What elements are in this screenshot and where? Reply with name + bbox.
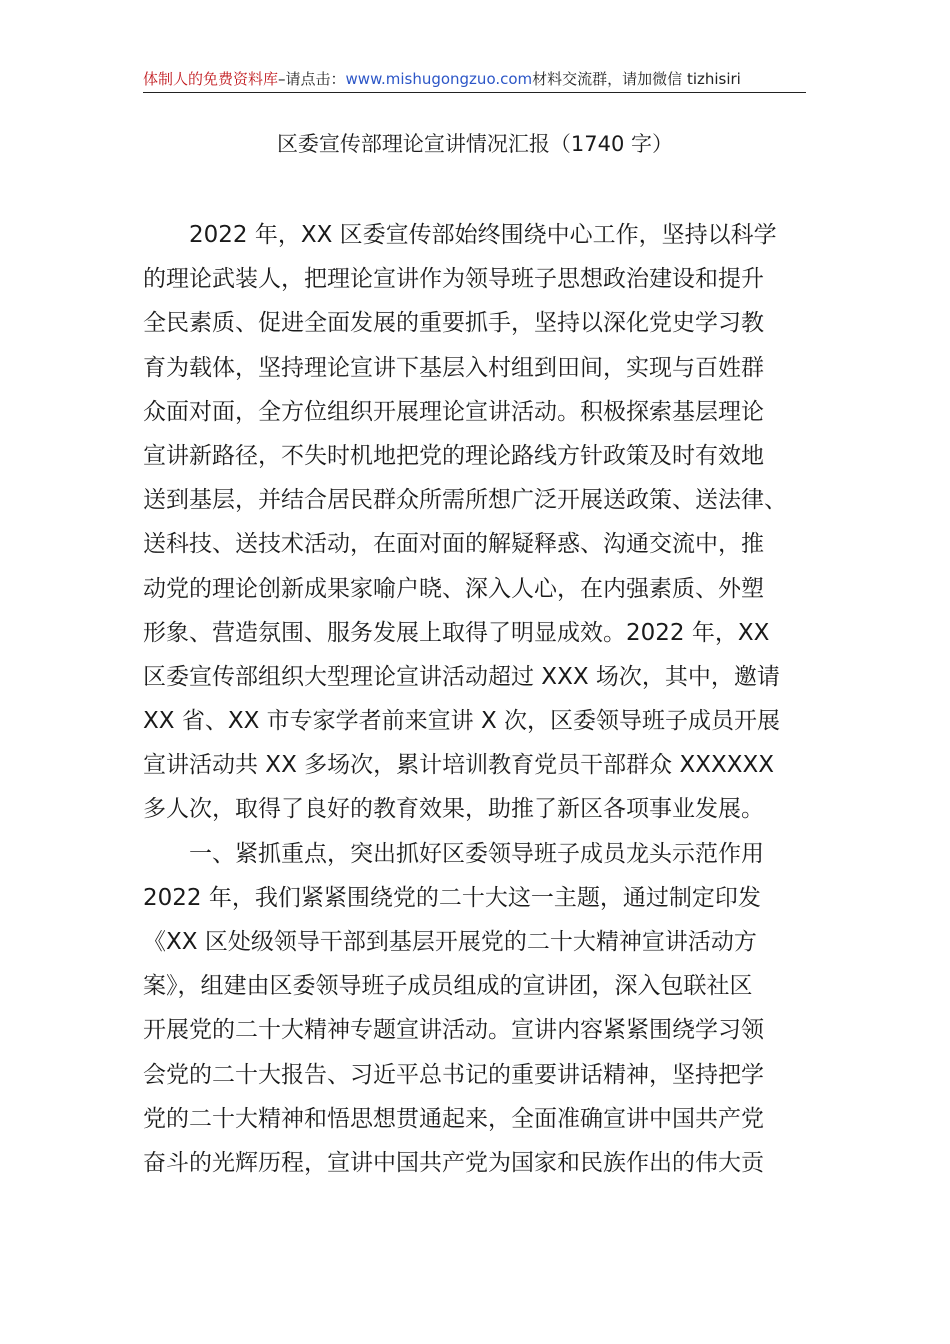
body-line: 开展党的二十大精神专题宣讲活动。宣讲内容紧紧围绕学习领 [143,1017,764,1044]
page-header [143,66,806,93]
body-line: 的理论武装人，把理论宣讲作为领导班子思想政治建设和提升 [143,266,764,293]
body-line: 区委宣传部组织大型理论宣讲活动超过 XXX 场次，其中，邀请 [143,663,780,690]
body-line: 多人次，取得了良好的教育效果，助推了新区各项事业发展。 [143,796,764,823]
body-line: 《XX 区处级领导干部到基层开展党的二十大精神宣讲活动方 [143,929,757,955]
body-line: XX 省、XX 市专家学者前来宣讲 X 次，区委领导班子成员开展 [143,708,781,735]
body-line: 动党的理论创新成果家喻户晓、深入人心，在内强素质、外塑 [143,575,764,602]
body-line: 送科技、送技术活动，在面对面的解疑释惑、沟通交流中，推 [143,531,764,558]
body-line: 党的二十大精神和悟思想贯通起来，全面准确宣讲中国共产党 [143,1105,764,1132]
header-tail-text: 材料交流群，请加微信 tizhisiri [532,70,741,88]
header-separator: –请点击： [278,70,346,88]
body-line: 宣讲活动共 XX 多场次，累计培训教育党员干部群众 XXXXXX [143,752,774,779]
body-line: 案》，组建由区委领导班子成员组成的宣讲团，深入包联社区 [143,973,753,1000]
body-line: 育为载体，坚持理论宣讲下基层入村组到田间，实现与百姓群 [143,354,764,381]
document-title: 区委宣传部理论宣讲情况汇报（1740 字） [276,132,674,156]
body-line: 2022 年，我们紧紧围绕党的二十大这一主题，通过制定印发 [143,884,761,911]
body-line: 形象、营造氛围、服务发展上取得了明显成效。2022 年，XX [143,619,770,646]
section-heading: 一、紧抓重点，突出抓好区委领导班子成员龙头示范作用 [189,840,764,867]
body-line: 众面对面，全方位组织开展理论宣讲活动。积极探索基层理论 [143,398,764,425]
body-line: 2022 年，XX 区委宣传部始终围绕中心工作，坚持以科学 [189,222,777,248]
body-line: 宣讲新路径，不失时机地把党的理论路线方针政策及时有效地 [143,442,764,469]
header-url-link[interactable]: www.mishugongzuo.com [345,70,533,88]
body-line: 送到基层，并结合居民群众所需所想广泛开展送政策、送法律、 [143,487,787,514]
body-line: 全民素质、促进全面发展的重要抓手，坚持以深化党史学习教 [143,310,764,337]
document-body [143,213,806,1185]
body-line: 会党的二十大报告、习近平总书记的重要讲话精神，坚持把学 [143,1061,764,1088]
header-brand[interactable]: 体制人的免费资料库 [143,70,279,88]
body-line: 奋斗的光辉历程，宣讲中国共产党为国家和民族作出的伟大贡 [143,1149,764,1176]
